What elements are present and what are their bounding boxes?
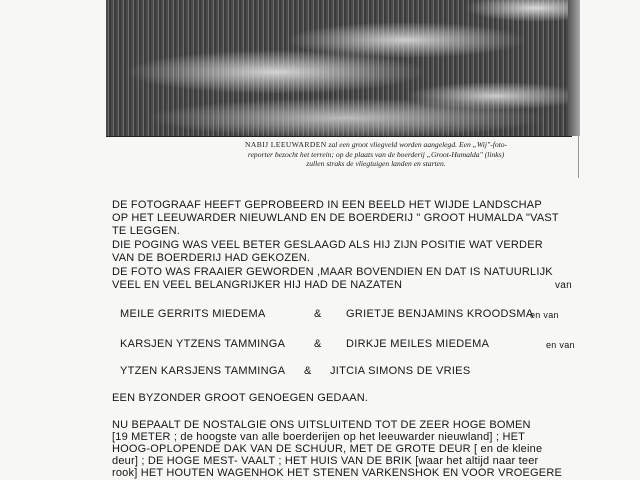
- photo-caption: [186, 140, 566, 169]
- p2-line-3: HOOG-OPLOPENDE DAK VAN DE SCHUUR, MET DE GROTE DEUR [ en de kleine: [112, 443, 543, 455]
- body-line-1: DE FOTOGRAAF HEEFT GEPROBEERD IN EEN BEELD HET WIJDE LANDSCHAP: [112, 199, 542, 211]
- couple-2-amp: &: [314, 338, 322, 350]
- couple-1-amp: &: [314, 308, 322, 320]
- body-line-6: DE FOTO WAS FRAAIER GEWORDEN ,MAAR BOVENDIEN EN DAT IS NATUURLIJK: [112, 266, 553, 278]
- caption-lead: NABIJ LEEUWARDEN: [244, 140, 327, 149]
- p2-line-2: [19 METER ; de hoogste van alle boerderijen op het leeuwarder nieuwland] ; HET: [112, 431, 526, 443]
- caption-line1: zal een groot vliegveld worden aangelegd. Een „Wij"-foto-: [328, 140, 508, 149]
- caption-line3: zullen straks de vliegtuigen landen en starten.: [306, 159, 446, 169]
- landscape-photo: [106, 0, 572, 137]
- closing-line: EEN BYZONDER GROOT GENOEGEN GEDAAN.: [112, 392, 369, 404]
- body-line-4: DIE POGING WAS VEEL BETER GESLAAGD ALS HIJ ZIJN POSITIE WAT VERDER: [112, 239, 543, 251]
- body-line-7: VEEL EN VEEL BELANGRIJKER HIJ HAD DE NAZATEN: [112, 279, 403, 291]
- photo-edge: [568, 0, 580, 136]
- body-line-2: OP HET LEEUWARDER NIEUWLAND EN DE BOERDERIJ " GROOT HUMALDA "VAST: [112, 212, 559, 224]
- p2-line-1: NU BEPAALT DE NOSTALGIE ONS UITSLUITEND TOT DE ZEER HOGE BOMEN: [112, 419, 531, 431]
- p2-line-5: rook] HET HOUTEN WAGENHOK HET STENEN VARKENSHOK EN VOOR VROEGERE: [112, 467, 563, 479]
- couple-1-suffix: en van: [530, 310, 559, 320]
- body-line-7-end: van: [555, 280, 573, 291]
- caption-line2: reporter bezocht het terrein; op de plaats van de boerderij „Groot-Humalda" (links): [247, 149, 505, 159]
- p2-line-4: deur] ; DE HOGE MEST- VAALT ; HET HUIS VAN DE BRIK [waar het altijd naar teer: [112, 455, 539, 467]
- couple-1-right: GRIETJE BENJAMINS KROODSMA: [346, 308, 534, 320]
- body-line-5: VAN DE BOERDERIJ HAD GEKOZEN.: [112, 252, 311, 264]
- body-line-3: TE LEGGEN.: [112, 225, 181, 237]
- couple-2-suffix: en van: [546, 340, 575, 350]
- couple-3-right: JITCIA SIMONS DE VRIES: [330, 365, 471, 377]
- couple-2-right: DIRKJE MEILES MIEDEMA: [346, 338, 490, 350]
- couple-2-left: KARSJEN YTZENS TAMMINGA: [120, 338, 286, 350]
- couple-3-left: YTZEN KARSJENS TAMMINGA: [120, 365, 286, 377]
- couple-3-amp: &: [304, 365, 312, 377]
- couple-1-left: MEILE GERRITS MIEDEMA: [120, 308, 266, 320]
